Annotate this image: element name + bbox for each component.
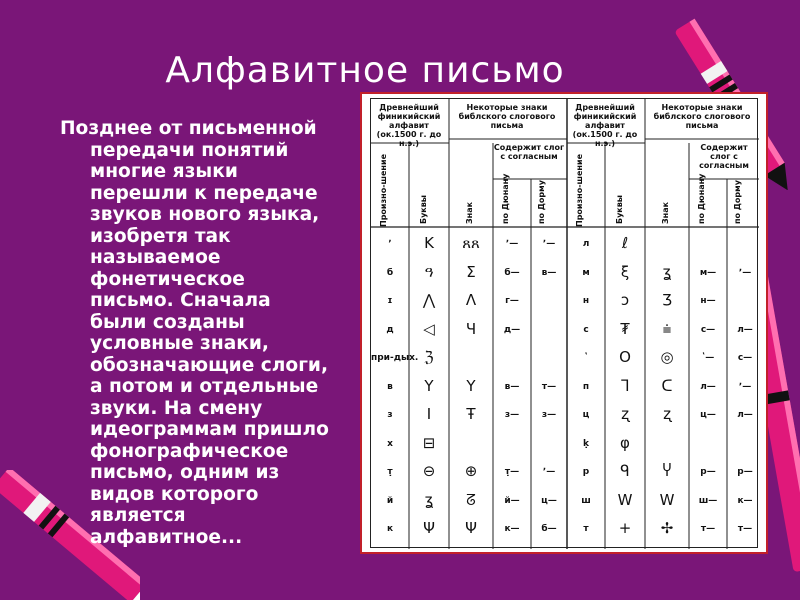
letter-cell: ◁ [423, 319, 435, 338]
sign-cell: Λ [465, 291, 477, 309]
dorm-cell: з— [541, 410, 557, 420]
sign-cell: ጸጸ [462, 234, 480, 252]
body-line: звуки. На смену [90, 397, 263, 419]
pron-cell: к [386, 524, 394, 534]
dunand-cell: ʼ— [505, 239, 519, 249]
body-line: были созданы [90, 311, 245, 333]
sign-cell: ʐ [663, 405, 671, 423]
pron-cell: х [387, 438, 393, 449]
sign-cell: ᑕ [661, 376, 673, 395]
letter-cell: ₮ [620, 319, 630, 338]
pron-cell: с [583, 324, 589, 335]
body-line: называемое [90, 247, 221, 268]
body-line: обозначающие слоги, [90, 354, 329, 376]
body-line: а потом и отдельные [90, 376, 319, 397]
dunand-cell: г— [505, 296, 519, 306]
body-line: является [90, 505, 186, 526]
dunand-cell: р— [700, 467, 716, 477]
alphabet-table [370, 98, 758, 548]
sign-cell: ᘔ [466, 490, 476, 509]
pron-cell: ц [582, 410, 590, 420]
dorm-cell: ц— [541, 495, 557, 506]
letter-cell: ℨ [424, 348, 434, 366]
header-phoenician-left: Древнейший финикийский алфавит (ок.1500 г. до н.э.) [376, 103, 442, 148]
page-title: Алфавитное письмо [165, 50, 565, 91]
col-dorm-left: по Дорму [537, 180, 546, 224]
header-phoenician-right: Древнейший финикийский алфавит (ок.1500 г. до н.э.) [572, 103, 638, 148]
dunand-cell: т̣— [504, 467, 520, 477]
letter-cell: φ [620, 433, 630, 452]
pron-cell: р [582, 467, 590, 477]
col-dorm-right: по Дорму [733, 180, 742, 224]
body-line: Позднее от письменной [60, 118, 317, 139]
dorm-cell: ʼ— [542, 467, 556, 477]
alphabet-table-image [360, 92, 768, 554]
letter-cell: Ψ [423, 519, 435, 537]
header-biblos-right: Некоторые знаки библского слогового письма [653, 103, 751, 130]
col-letters-left: Буквы [419, 194, 428, 224]
letter-cell: Y [424, 376, 434, 395]
dunand-cell: н— [700, 296, 716, 306]
col-sign-left: Знак [465, 201, 474, 224]
pron-cell: при-дых. [371, 353, 419, 363]
sign-cell: Ʒ [662, 291, 672, 309]
sign-cell: Σ [466, 262, 476, 281]
pron-cell: н [582, 296, 590, 306]
dorm-cell: ʼ— [738, 267, 752, 278]
letter-cell: ℓ [621, 234, 629, 252]
sign-cell: ◎ [660, 348, 674, 366]
dunand-cell: д— [503, 324, 521, 335]
sign-cell: Ⴤ [662, 462, 672, 480]
col-pron-right: Произно-шение [575, 154, 584, 227]
dorm-cell: к— [737, 495, 753, 506]
dorm-cell: л— [737, 324, 753, 335]
pron-cell: т [583, 524, 589, 534]
letter-cell: W [617, 490, 633, 509]
pron-cell: д [386, 324, 394, 335]
pron-cell: й [386, 495, 394, 506]
letter-cell: ⊟ [422, 433, 436, 452]
dunand-cell: ш— [698, 495, 718, 506]
dunand-cell: й— [504, 495, 520, 506]
pron-cell: з [387, 410, 393, 420]
letter-cell: ᒣ [620, 376, 630, 395]
letter-cell: ɔ [620, 291, 630, 309]
letter-cell: ⋀ [422, 291, 436, 309]
dunand-cell: в— [504, 381, 520, 392]
body-line: передачи понятий [90, 139, 289, 161]
dorm-cell: б— [541, 524, 557, 534]
pron-cell: ḳ [583, 438, 589, 449]
pron-cell: ш [581, 495, 591, 506]
letter-cell: ʐ [621, 405, 629, 423]
dunand-cell: т— [700, 524, 716, 534]
body-line: письмо. Сначала [90, 290, 271, 311]
sign-cell: Ч [465, 319, 477, 338]
dorm-cell: ʼ— [738, 381, 752, 392]
sign-cell: ʓ [662, 262, 672, 281]
pron-cell: м [582, 267, 590, 278]
letter-cell: K [424, 234, 434, 252]
pron-cell: ɪ [387, 296, 393, 306]
dunand-cell: с— [700, 324, 716, 335]
pron-cell: л [582, 239, 590, 249]
pron-cell: б [386, 267, 394, 278]
body-line: идеограммам пришло [90, 419, 329, 440]
dorm-cell: л— [737, 410, 753, 420]
sign-cell: Y [466, 376, 476, 395]
pron-cell: т̣ [387, 467, 393, 477]
col-letters-right: Буквы [615, 194, 624, 224]
body-line: фонографическое [90, 440, 289, 462]
sign-cell: ✢ [660, 519, 674, 537]
body-line: фонетическое [90, 268, 245, 290]
letter-cell: O [619, 348, 631, 366]
dorm-cell: ʼ— [542, 239, 556, 249]
body-line: перешли к передаче [90, 182, 318, 204]
pron-cell: ʼ [388, 239, 392, 249]
body-line: звуков нового языка, [90, 204, 320, 225]
letter-cell: + [618, 519, 632, 537]
body-text [60, 118, 350, 548]
body-line: видов которого [90, 483, 259, 505]
letter-cell: ξ [620, 262, 630, 281]
dunand-cell: ʽ— [701, 353, 715, 363]
sign-cell: Ψ [465, 519, 477, 537]
pron-cell: п [582, 381, 590, 392]
letter-cell: ᑫ [620, 462, 630, 480]
dunand-cell: м— [699, 267, 717, 278]
sign-cell: Ŧ [466, 405, 476, 423]
col-dunand-left: по Дюнану [501, 173, 510, 224]
dunand-cell: л— [700, 381, 716, 392]
pron-cell: в [387, 381, 393, 392]
dorm-cell: с— [737, 353, 753, 363]
sign-cell: ⩧ [662, 319, 672, 338]
body-line: условные знаки, [90, 333, 269, 354]
body-line: изобретя так [90, 225, 231, 247]
header-contains-right: Содержит слог с согласным [699, 143, 749, 170]
body-line: письмо, одним из [90, 462, 280, 483]
dunand-cell: к— [504, 524, 520, 534]
body-line: многие языки [90, 161, 238, 182]
letter-cell: I [426, 405, 432, 423]
sign-cell: W [659, 490, 675, 509]
dunand-cell: з— [504, 410, 520, 420]
dorm-cell: т— [737, 524, 753, 534]
dunand-cell: ц— [700, 410, 716, 420]
col-pron-left: Произно-шение [379, 154, 388, 227]
dorm-cell: р— [737, 467, 753, 477]
body-line: алфавитное... [90, 526, 243, 548]
letter-cell: ʓ [424, 490, 434, 509]
sign-cell: ⊕ [464, 462, 478, 480]
dunand-cell: б— [504, 267, 520, 278]
col-sign-right: Знак [661, 201, 670, 224]
header-biblos-left: Некоторые знаки библского слогового письма [458, 103, 556, 130]
col-dunand-right: по Дюнану [697, 173, 706, 224]
dorm-cell: т— [541, 381, 557, 392]
dorm-cell: в— [541, 267, 557, 278]
letter-cell: ⊖ [422, 462, 436, 480]
letter-cell: ዓ [424, 262, 434, 281]
pron-cell: ʽ [584, 353, 588, 363]
header-contains-left: Содержит слог с согласным [493, 143, 565, 161]
